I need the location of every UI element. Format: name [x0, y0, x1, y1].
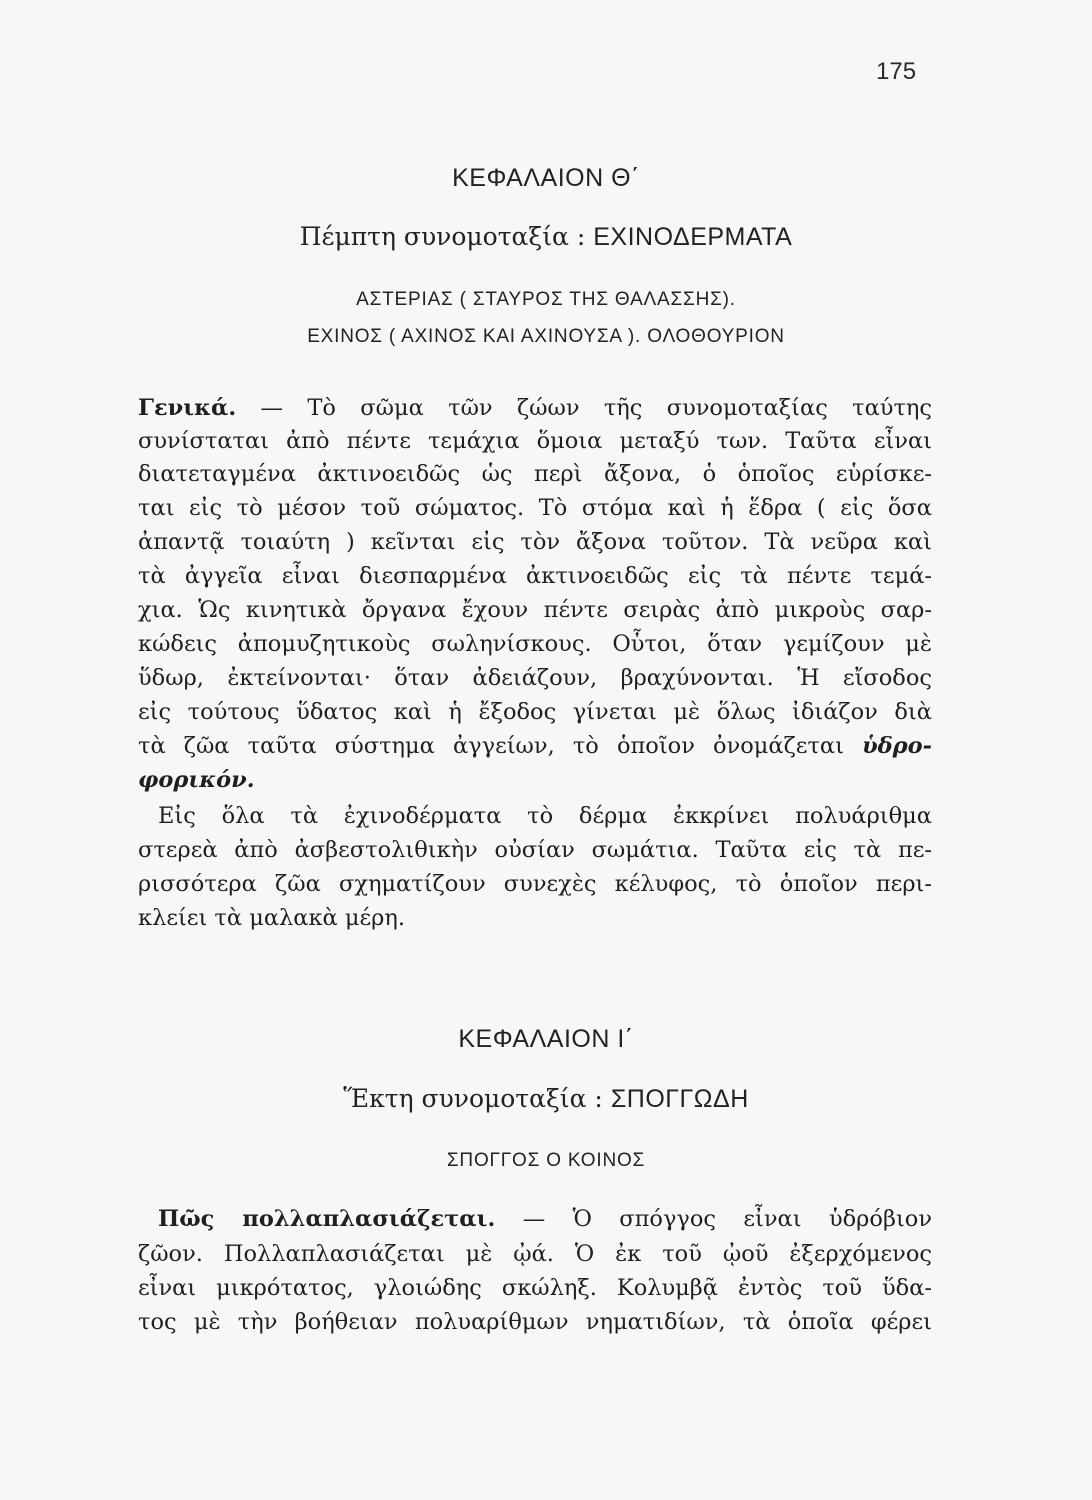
text-line: συνίσταται ἀπὸ πέντε τεμάχια ὅμοια μεταξύ των. Ταῦτα εἶναι: [138, 428, 932, 454]
phylum-lead: Ἕκτη συνομοταξία :: [343, 1084, 603, 1113]
chapter-9-phylum-title: [0, 222, 1092, 252]
phylum-name: ΣΠΟΓΓΩΔΗ: [610, 1085, 749, 1113]
text-span: — Ὁ σπόγγος εἶναι ὑδρόβιον: [495, 1206, 933, 1232]
emphasized-term: φορικόν.: [138, 767, 255, 793]
chapter-9-heading: ΚΕΦΑΛΑΙΟΝ Θ΄: [452, 164, 640, 192]
text-line: ὕδωρ, ἐκτείνονται· ὅταν ἀδειάζουν, βραχύνονται. Ἡ εἴσοδος: [138, 665, 932, 691]
paragraph-lead: Γενικά.: [138, 395, 237, 421]
text-line: [138, 765, 932, 795]
page-number: 175: [876, 58, 917, 85]
text-span: — Τὸ σῶμα τῶν ζώων τῆς συνομοταξίας ταύτης: [236, 395, 932, 421]
chapter-10-heading: ΚΕΦΑΛΑΙΟΝ Ι΄: [458, 1025, 634, 1053]
text-line: Εἰς ὅλα τὰ ἐχινοδέρματα τὸ δέρμα ἐκκρίνει πολυάριθμα: [158, 803, 932, 829]
text-line: εἰς τούτους ὕδατος καὶ ἡ ἔξοδος γίνεται μὲ ὅλως ἰδιάζον διὰ: [138, 699, 932, 725]
chapter-10-phylum-title: [0, 1084, 1092, 1114]
text-line: ται εἰς τὸ μέσον τοῦ σώματος. Τὸ στόμα καὶ ἡ ἕδρα ( εἰς ὅσα: [138, 495, 932, 521]
phylum-lead: Πέμπτη συνομοταξία :: [299, 222, 586, 251]
text-line: [138, 393, 932, 423]
text-line: διατεταγμένα ἀκτινοειδῶς ὡς περὶ ἄξονα, ὁ ὁποῖος εὑρίσκε-: [138, 461, 932, 487]
text-line: στερεὰ ἀπὸ ἀσβεστολιθικὴν οὐσίαν σωμάτια. Ταῦτα εἰς τὰ πε-: [138, 837, 932, 863]
chapter-9-subheading-1: ΑΣΤΕΡΙΑΣ ( ΣΤΑΥΡΟΣ ΤΗΣ ΘΑΛΑΣΣΗΣ).: [356, 289, 736, 310]
chapter-9-subheading-2: ΕΧΙΝΟΣ ( ΑΧΙΝΟΣ ΚΑΙ ΑΧΙΝΟΥΣΑ ). ΟΛΟΘΟΥΡΙΟΝ: [307, 326, 785, 347]
chapter-10-subheading-1: ΣΠΟΓΓΟΣ Ο ΚΟΙΝΟΣ: [446, 1150, 646, 1171]
text-line: τὰ ἀγγεῖα εἶναι διεσπαρμένα ἀκτινοειδῶς εἰς τὰ πέντε τεμά-: [138, 563, 932, 589]
text-line: [158, 1204, 932, 1234]
text-line: κλείει τὰ μαλακὰ μέρη.: [138, 905, 406, 931]
text-line: χια. Ὡς κινητικὰ ὄργανα ἔχουν πέντε σειρὰς ἀπὸ μικροὺς σαρ-: [138, 597, 932, 623]
emphasized-term: ὑδρο-: [862, 733, 932, 759]
text-span: τὰ ζῶα ταῦτα σύστημα ἀγγείων, τὸ ὁποῖον ὀνομάζεται: [138, 733, 863, 759]
text-line: εἶναι μικρότατος, γλοιώδης σκώληξ. Κολυμβᾷ ἐντὸς τοῦ ὕδα-: [138, 1275, 932, 1301]
text-line: τος μὲ τὴν βοήθειαν πολυαρίθμων νηματιδίων, τὰ ὁποῖα φέρει: [138, 1309, 932, 1335]
text-line: κώδεις ἀπομυζητικοὺς σωληνίσκους. Οὗτοι, ὅταν γεμίζουν μὲ: [138, 631, 932, 657]
text-line: ζῶον. Πολλαπλασιάζεται μὲ ᾠά. Ὁ ἐκ τοῦ ᾠοῦ ἐξερχόμενος: [138, 1241, 932, 1267]
phylum-name: ΕΧΙΝΟΔΕΡΜΑΤΑ: [593, 223, 793, 251]
text-line: ρισσότερα ζῶα σχηματίζουν συνεχὲς κέλυφος, τὸ ὁποῖον περι-: [138, 871, 932, 897]
text-line: [138, 731, 932, 761]
paragraph-lead: Πῶς πολλαπλασιάζεται.: [158, 1206, 496, 1232]
text-line: ἀπαντᾷ τοιαύτη ) κεῖνται εἰς τὸν ἄξονα τοῦτον. Τὰ νεῦρα καὶ: [138, 529, 932, 555]
